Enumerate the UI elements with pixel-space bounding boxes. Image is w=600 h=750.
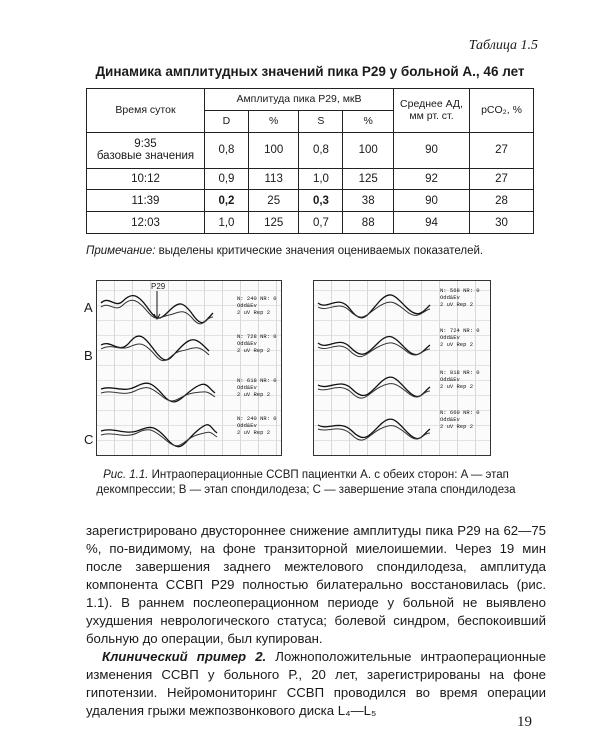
- readout-text: N: 728 NR: 0 Odd&Ev 2 uV Rep 2: [237, 333, 277, 354]
- page-number: 19: [517, 714, 532, 730]
- readout-text: N: 568 NR: 0 Odd&Ev 2 uV Rep 2: [440, 287, 480, 308]
- cell-time: 12:03: [87, 212, 205, 234]
- cell-d: 0,8: [205, 132, 249, 168]
- cell-s: 0,7: [299, 212, 343, 234]
- peak-label: P29: [151, 282, 166, 291]
- row-letter-c: C: [84, 432, 94, 447]
- table-row: [87, 132, 534, 168]
- cell-time: 11:39: [87, 190, 205, 212]
- table-header-row: [87, 89, 534, 111]
- row-letter-b: B: [84, 348, 93, 363]
- readout-text: N: 660 NR: 0 Odd&Ev 2 uV Rep 2: [440, 409, 480, 430]
- header-pco2: pCO₂, %: [470, 89, 534, 133]
- readout-text: N: 724 NR: 0 Odd&Ev 2 uV Rep 2: [440, 327, 480, 348]
- cell-time: 10:12: [87, 168, 205, 190]
- cell-d-pct: 100: [248, 132, 299, 168]
- subheader-s: S: [299, 110, 343, 132]
- caption-lead: Рис. 1.1.: [103, 469, 149, 481]
- subheader-d: D: [205, 110, 249, 132]
- cell-bp: 94: [394, 212, 470, 234]
- cell-s-pct: 88: [343, 212, 394, 234]
- readout-text: N: 240 NR: 0 Odd&Ev 2 uV Rep 2: [237, 295, 277, 316]
- note-lead: Примечание:: [86, 245, 156, 257]
- paragraph: [86, 648, 546, 720]
- table-note: [86, 245, 546, 257]
- readout-text: N: 618 NR: 0 Odd&Ev 2 uV Rep 2: [237, 377, 277, 398]
- header-amplitude: Амплитуда пика P29, мкВ: [205, 89, 394, 111]
- ssep-panel-left: [96, 280, 282, 456]
- cell-s-pct: 125: [343, 168, 394, 190]
- cell-s-pct: 100: [343, 132, 394, 168]
- cell-s: 1,0: [299, 168, 343, 190]
- cell-d-pct: 125: [248, 212, 299, 234]
- readout-text: N: 818 NR: 0 Odd&Ev 2 uV Rep 2: [440, 369, 480, 390]
- cell-s: 0,3: [299, 190, 343, 212]
- header-time: Время суток: [87, 89, 205, 133]
- subheader-pct: %: [343, 110, 394, 132]
- readout-text: N: 240 NR: 0 Odd&Ev 2 uV Rep 2: [237, 415, 277, 436]
- cell-s: 0,8: [299, 132, 343, 168]
- table-title: Динамика амплитудных значений пика P29 у больной А., 46 лет: [95, 64, 525, 79]
- table-row: [87, 212, 534, 234]
- cell-pco2: 28: [470, 190, 534, 212]
- subheader-pct: %: [248, 110, 299, 132]
- cell-s-pct: 38: [343, 190, 394, 212]
- table-row: [87, 168, 534, 190]
- cell-pco2: 27: [470, 132, 534, 168]
- cell-pco2: 30: [470, 212, 534, 234]
- figure-caption: [96, 468, 516, 498]
- table-row: [87, 190, 534, 212]
- ssep-panel-right: [313, 280, 491, 456]
- cell-d: 0,9: [205, 168, 249, 190]
- cell-time: 9:35 базовые значения: [87, 132, 205, 168]
- row-letter-a: A: [84, 300, 93, 315]
- example-text: Ложноположительные интраоперационные изменения ССВП у больного Р., 20 лет, зарегистрированы на фоне гипотензии. Нейромониторинг ССВП проводился во время операции удаления грыжи межпозвонкового диска L₄—L₅: [86, 649, 546, 718]
- cell-bp: 90: [394, 132, 470, 168]
- cell-d: 0,2: [205, 190, 249, 212]
- cell-pco2: 27: [470, 168, 534, 190]
- caption-text: Интраоперационные ССВП пациентки А. с обеих сторон: A — этап декомпрессии; B — этап спондилодеза; C — завершение этапа спондилодеза: [96, 469, 516, 496]
- paragraph: зарегистрировано двустороннее снижение амплитуды пика P29 на 62—75 %, по-видимому, на фоне транзиторной миелоишемии. Через 19 мин после завершения заднего межтелового спондилодеза, амплитуда компонента ССВП P29 полностью билатерально восстановилась (рис. 1.1). В раннем послеоперационном периоде у больной не выявлено ухудшения неврологического статуса; болевой синдром, беспокоивший больную до операции, был купирован.: [86, 523, 546, 646]
- cell-d: 1,0: [205, 212, 249, 234]
- body-text: [86, 522, 546, 720]
- header-bp: Среднее АД, мм рт. ст.: [394, 89, 470, 133]
- cell-d-pct: 25: [248, 190, 299, 212]
- cell-d-pct: 113: [248, 168, 299, 190]
- note-text: выделены критические значения оцениваемых показателей.: [155, 245, 484, 257]
- amplitude-table: [86, 88, 534, 234]
- table-label: Таблица 1.5: [468, 38, 538, 53]
- cell-bp: 92: [394, 168, 470, 190]
- cell-bp: 90: [394, 190, 470, 212]
- example-lead: Клинический пример 2.: [102, 649, 267, 664]
